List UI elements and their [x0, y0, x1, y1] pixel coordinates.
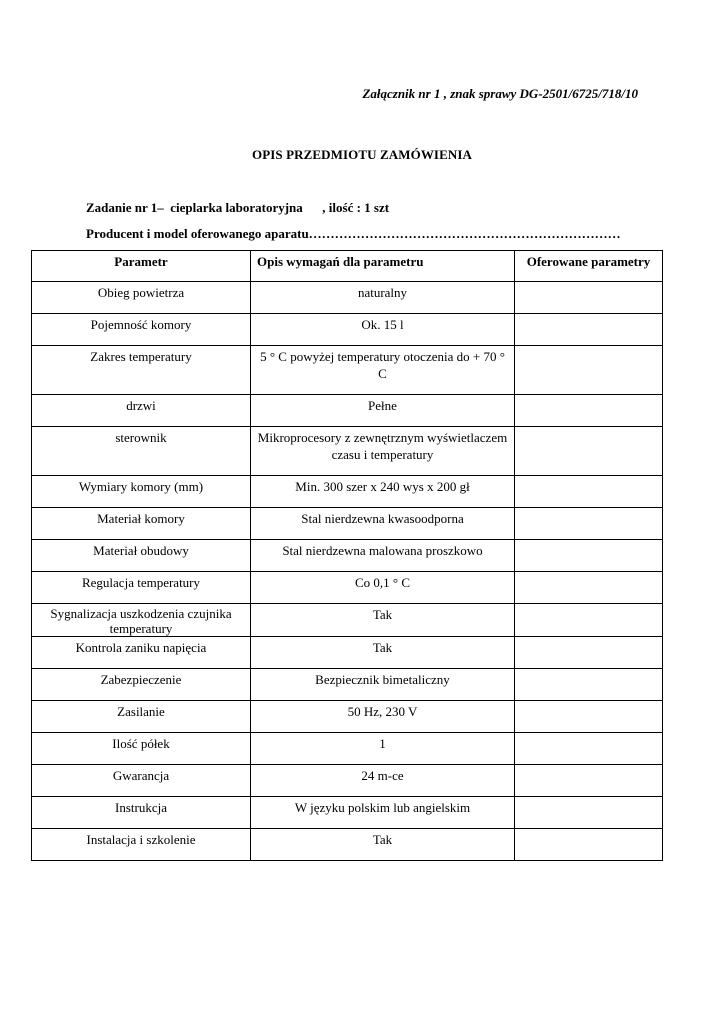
param-cell: Sygnalizacja uszkodzenia czujnika temperatury: [32, 604, 251, 637]
table-row: [32, 669, 663, 701]
task-line: Zadanie nr 1– cieplarka laboratoryjna , ilość : 1 szt: [86, 200, 390, 215]
offer-cell[interactable]: [515, 701, 663, 733]
offer-cell[interactable]: [515, 395, 663, 427]
offer-cell[interactable]: [515, 669, 663, 701]
table-row: [32, 701, 663, 733]
param-cell: Kontrola zaniku napięcia: [32, 637, 251, 669]
column-header-offered: Oferowane parametry: [515, 251, 663, 282]
table-row: [32, 540, 663, 572]
offer-cell[interactable]: [515, 427, 663, 476]
table-header-row: [32, 251, 663, 282]
desc-cell: Mikroprocesory z zewnętrznym wyświetlaczem czasu i temperatury: [251, 427, 515, 476]
param-cell: Instrukcja: [32, 797, 251, 829]
param-cell: Zakres temperatury: [32, 346, 251, 395]
param-cell: drzwi: [32, 395, 251, 427]
desc-cell: W języku polskim lub angielskim: [251, 797, 515, 829]
table-row: [32, 733, 663, 765]
table-row: [32, 282, 663, 314]
offer-cell[interactable]: [515, 508, 663, 540]
column-header-parameter: Parametr: [32, 251, 251, 282]
desc-cell: 1: [251, 733, 515, 765]
offer-cell[interactable]: [515, 572, 663, 604]
param-cell: Materiał komory: [32, 508, 251, 540]
table-row: [32, 314, 663, 346]
offer-cell[interactable]: [515, 637, 663, 669]
offer-cell[interactable]: [515, 765, 663, 797]
offer-cell[interactable]: [515, 797, 663, 829]
table-row: [32, 395, 663, 427]
param-cell: Regulacja temperatury: [32, 572, 251, 604]
desc-cell: 24 m-ce: [251, 765, 515, 797]
desc-cell: Tak: [251, 829, 515, 861]
desc-cell: 50 Hz, 230 V: [251, 701, 515, 733]
param-cell: Obieg powietrza: [32, 282, 251, 314]
desc-cell: Min. 300 szer x 240 wys x 200 gł: [251, 476, 515, 508]
specification-table: [31, 250, 663, 861]
param-cell: Wymiary komory (mm): [32, 476, 251, 508]
offer-cell[interactable]: [515, 540, 663, 572]
annex-reference: Załącznik nr 1 , znak sprawy DG-2501/6725/718/10: [362, 86, 638, 101]
table-row: [32, 427, 663, 476]
document-title: OPIS PRZEDMIOTU ZAMÓWIENIA: [251, 147, 472, 162]
param-cell: Pojemność komory: [32, 314, 251, 346]
desc-cell: Co 0,1 ° C: [251, 572, 515, 604]
param-cell: Gwarancja: [32, 765, 251, 797]
table-row: [32, 346, 663, 395]
offer-cell[interactable]: [515, 476, 663, 508]
desc-cell: Stal nierdzewna malowana proszkowo: [251, 540, 515, 572]
param-cell: Zasilanie: [32, 701, 251, 733]
offer-cell[interactable]: [515, 346, 663, 395]
desc-cell: 5 ° C powyżej temperatury otoczenia do + 70 ° C: [251, 346, 515, 395]
column-header-requirements: Opis wymagań dla parametru: [251, 251, 515, 282]
param-cell: sterownik: [32, 427, 251, 476]
desc-cell: Stal nierdzewna kwasoodporna: [251, 508, 515, 540]
param-cell: Zabezpieczenie: [32, 669, 251, 701]
desc-cell: Pełne: [251, 395, 515, 427]
table-row: [32, 637, 663, 669]
table-row: [32, 765, 663, 797]
table-row: [32, 572, 663, 604]
table-row: [32, 604, 663, 637]
table-row: [32, 476, 663, 508]
offer-cell[interactable]: [515, 604, 663, 637]
param-cell: Materiał obudowy: [32, 540, 251, 572]
offer-cell[interactable]: [515, 829, 663, 861]
offer-cell[interactable]: [515, 282, 663, 314]
offer-cell[interactable]: [515, 314, 663, 346]
param-cell: Instalacja i szkolenie: [32, 829, 251, 861]
desc-cell: Tak: [251, 604, 515, 637]
table-row: [32, 829, 663, 861]
param-cell: Ilość półek: [32, 733, 251, 765]
table-row: [32, 797, 663, 829]
offer-cell[interactable]: [515, 733, 663, 765]
table-row: [32, 508, 663, 540]
desc-cell: Ok. 15 l: [251, 314, 515, 346]
producer-model-line: Producent i model oferowanego aparatu………………………………………………………………: [86, 226, 621, 241]
desc-cell: Tak: [251, 637, 515, 669]
desc-cell: Bezpiecznik bimetaliczny: [251, 669, 515, 701]
desc-cell: naturalny: [251, 282, 515, 314]
